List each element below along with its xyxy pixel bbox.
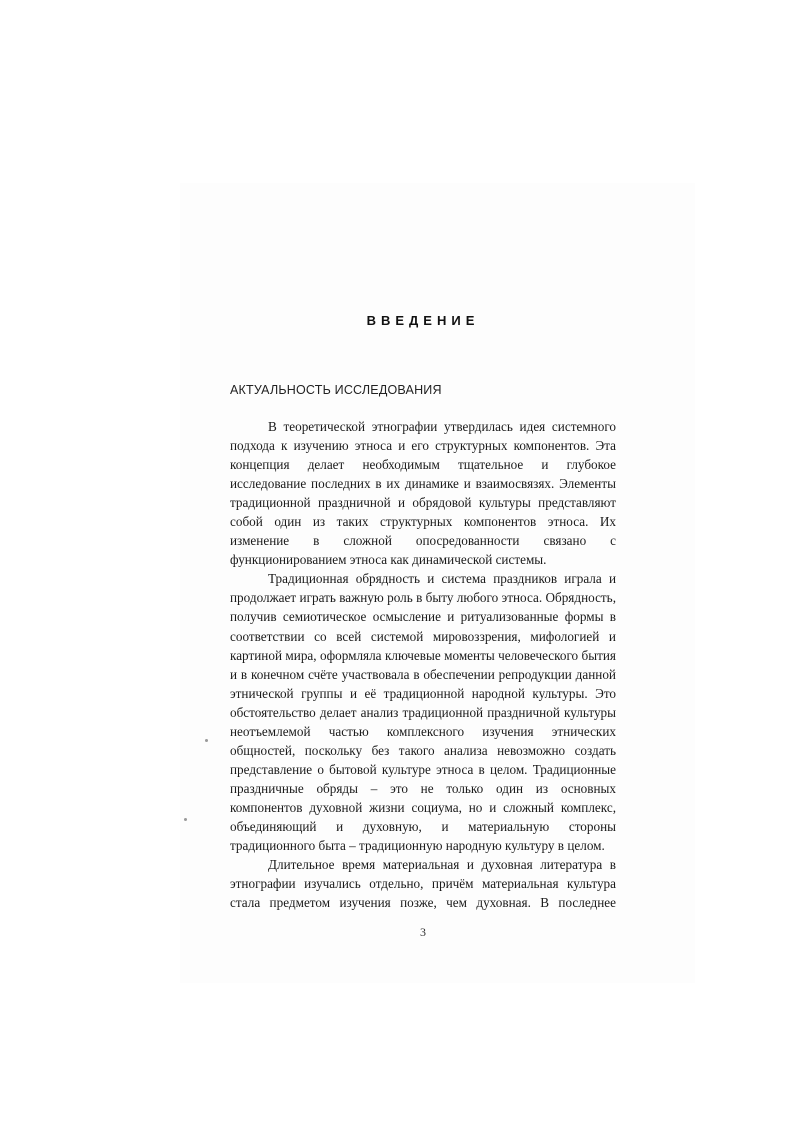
paragraph-1: В теоретической этнографии утвердилась идея системного подхода к изучению этноса и его структурных компонентов. Эта концепция делает необходимым тщательное и глубокое исследование последних в их динамике и взаимосвязях. Элементы традиционной праздничной и обрядовой культуры представляют собой один из таких структурных компонентов этноса. Их изменение в сложной опосредованности связано с функционированием этноса как динамической системы. bbox=[230, 419, 616, 568]
section-title: АКТУАЛЬНОСТЬ ИССЛЕДОВАНИЯ bbox=[230, 383, 442, 397]
paragraph-2: Традиционная обрядность и система праздников играла и продолжает играть важную роль в быту любого этноса. Обрядность, получив семиотическое осмысление и ритуализованные формы в соответствии со всей системой мировоззрения, мифологией и картиной мира, оформляла ключевые моменты человеческого бытия и в конечном счёте участвовала в обеспечении репродукции данной этнической группы и её традиционной народной культуры. Это обстоятельство делает анализ традиционной праздничной культуры неотъемлемой частью комплексного изучения этнических общностей, поскольку без такого анализа невозможно создать представление о бытовой культуре этноса в целом. Традиционные праздничные обряды – это не только один из основных компонентов духовной жизни социума, но и сложный комплекс, объединяющий и духовную, и материальную стороны традиционного быта – традиционную народную культуру в целом. bbox=[230, 571, 616, 854]
margin-mark bbox=[205, 739, 208, 742]
margin-mark bbox=[184, 818, 187, 821]
body-text bbox=[230, 417, 616, 912]
paragraph-3: Длительное время материальная и духовная литература в этнографии изучались отдельно, причём материальная культура стала предметом изучения позже, чем духовная. В последнее bbox=[230, 857, 616, 911]
page-number: 3 bbox=[420, 925, 426, 939]
chapter-heading: ВВЕДЕНИЕ bbox=[366, 313, 480, 328]
